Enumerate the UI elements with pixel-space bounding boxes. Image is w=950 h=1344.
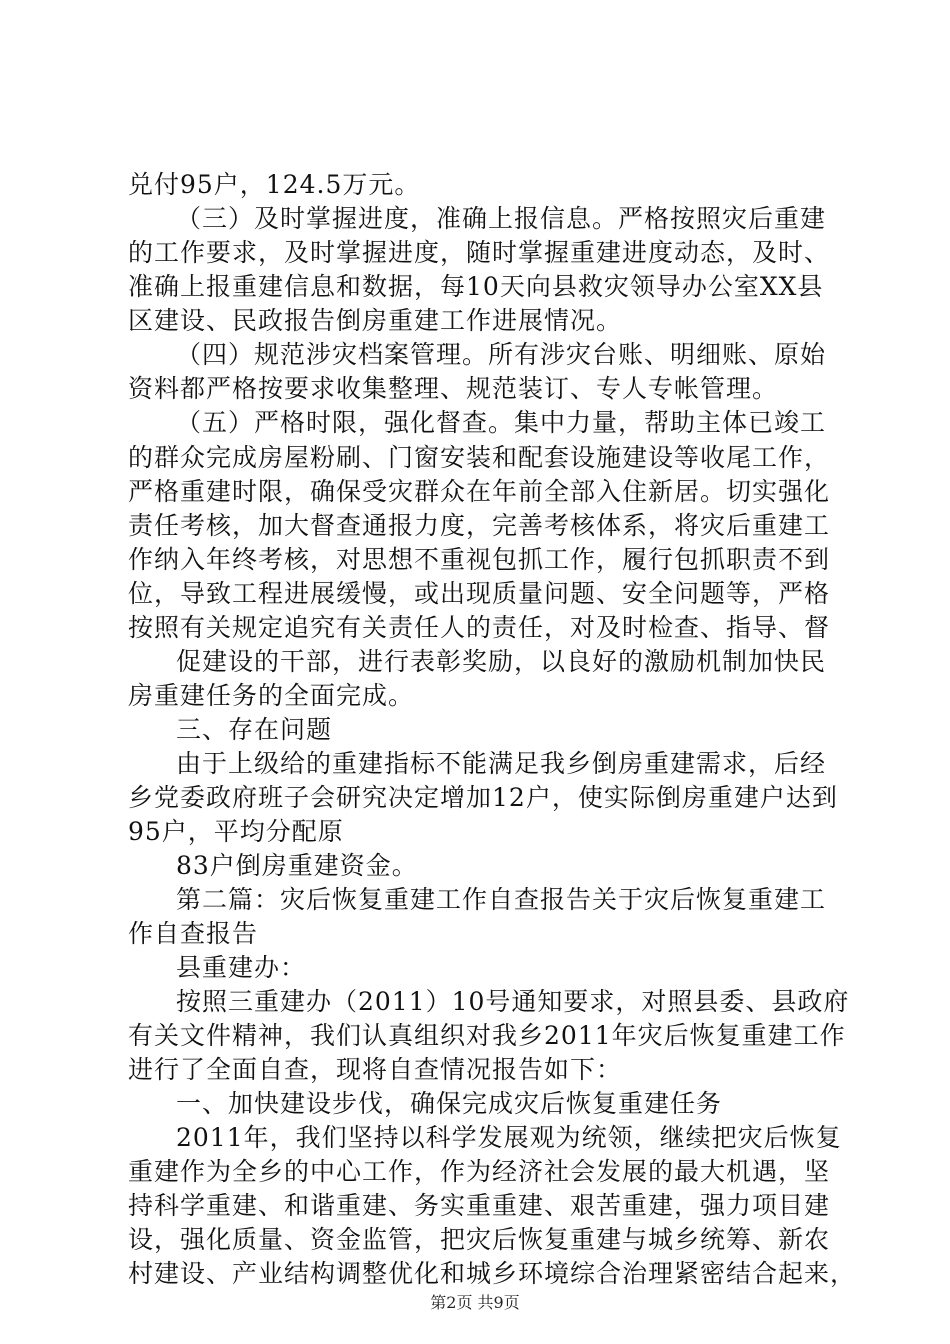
- text-line: 重建作为全乡的中心工作，作为经济社会发展的最大机遇，坚: [128, 1157, 831, 1186]
- text-line: 按照三重建办（2011）10号通知要求，对照县委、县政府: [176, 987, 850, 1016]
- text-line: 由于上级给的重建指标不能满足我乡倒房重建需求，后经: [176, 749, 827, 778]
- text-line: 的群众完成房屋粉刷、门窗安装和配套设施建设等收尾工作，: [128, 443, 831, 472]
- section-heading: 三、存在问题: [176, 715, 333, 744]
- text-line: 有关文件精神，我们认真组织对我乡2011年灾后恢复重建工作: [128, 1021, 846, 1050]
- text-line: （四）规范涉灾档案管理。所有涉灾台账、明细账、原始: [176, 340, 827, 369]
- text-line: 责任考核，加大督查通报力度，完善考核体系，将灾后重建工: [128, 511, 831, 540]
- text-line: 兑付95户，124.5万元。: [128, 170, 421, 199]
- section-heading: 一、加快建设步伐，确保完成灾后恢复重建任务: [176, 1089, 723, 1118]
- text-line: 设，强化质量、资金监管，把灾后恢复重建与城乡统筹、新农: [128, 1225, 831, 1254]
- text-line: 83户倒房重建资金。: [176, 851, 418, 880]
- text-line: 作纳入年终考核，对思想不重视包抓工作，履行包抓职责不到: [128, 545, 831, 574]
- text-line: 95户，平均分配原: [128, 817, 344, 846]
- text-line: 位，导致工程进展缓慢，或出现质量问题、安全问题等，严格: [128, 579, 831, 608]
- text-line: 资料都严格按要求收集整理、规范装订、专人专帐管理。: [128, 374, 779, 403]
- text-line: 乡党委政府班子会研究决定增加12户，使实际倒房重建户达到: [128, 783, 838, 812]
- text-line: （五）严格时限，强化督查。集中力量，帮助主体已竣工: [176, 408, 827, 437]
- text-line: 促建设的干部，进行表彰奖励，以良好的激励机制加快民: [176, 647, 827, 676]
- text-line: 严格重建时限，确保受灾群众在年前全部入住新居。切实强化: [128, 477, 831, 506]
- text-line: 持科学重建、和谐重建、务实重重建、艰苦重建，强力项目建: [128, 1191, 831, 1220]
- page-number: 第2页 共9页: [430, 1293, 520, 1312]
- text-line: 房重建任务的全面完成。: [128, 681, 415, 710]
- text-line: 区建设、民政报告倒房重建工作进展情况。: [128, 306, 623, 335]
- text-line: （三）及时掌握进度，准确上报信息。严格按照灾后重建: [176, 204, 827, 233]
- addressee: 县重建办：: [176, 953, 307, 982]
- text-line: 按照有关规定追究有关责任人的责任，对及时检查、指导、督: [128, 613, 831, 642]
- text-line: 准确上报重建信息和数据，每10天向县救灾领导办公室XX县: [128, 272, 824, 301]
- chapter-heading: 第二篇：灾后恢复重建工作自查报告关于灾后恢复重建工: [176, 885, 827, 914]
- chapter-heading: 作自查报告: [128, 919, 259, 948]
- text-line: 的工作要求，及时掌握进度，随时掌握重建进度动态，及时、: [128, 238, 831, 267]
- text-line: 进行了全面自查，现将自查情况报告如下：: [128, 1055, 623, 1084]
- text-line: 2011年，我们坚持以科学发展观为统领，继续把灾后恢复: [176, 1123, 842, 1152]
- text-line: 村建设、产业结构调整优化和城乡环境综合治理紧密结合起来，: [128, 1259, 857, 1288]
